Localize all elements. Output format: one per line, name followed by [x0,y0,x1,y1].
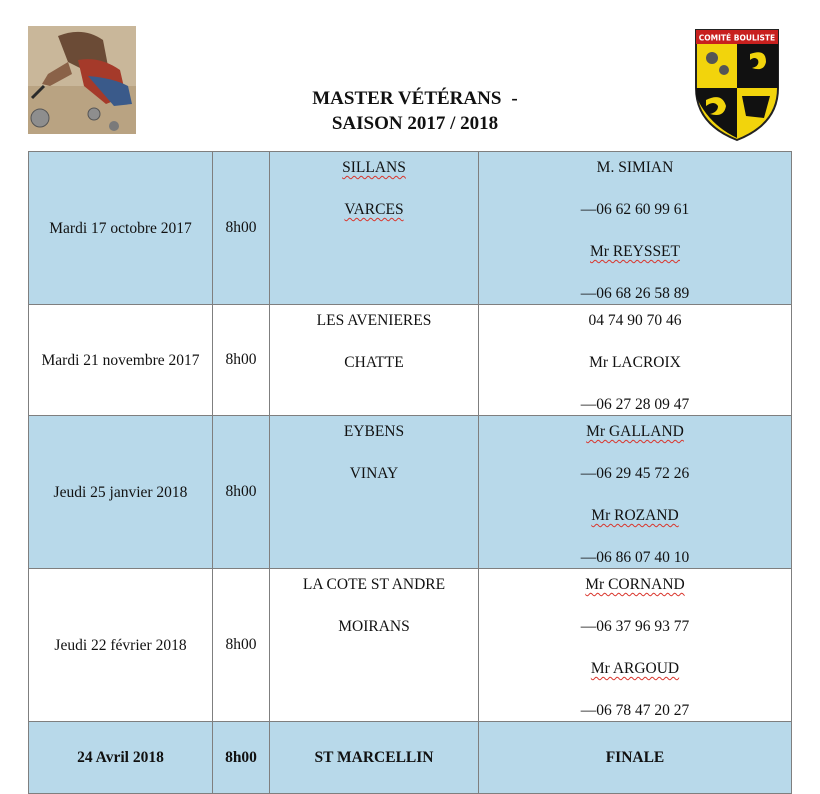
row-contacts [479,416,792,569]
contact-2-phone: —06 27 28 09 47 [580,396,690,413]
contact-1-phone: —06 62 60 99 61 [580,201,690,218]
row-contacts [479,152,792,305]
final-label: FINALE [479,722,792,794]
final-time: 8h00 [213,722,270,794]
contact-1-name: Mr GALLAND [586,423,684,440]
row-venues [270,152,479,305]
venue-2: VINAY [349,465,399,482]
title-line-2: SAISON 2017 / 2018 [331,113,499,134]
row-venues [270,569,479,722]
contact-2-name: Mr REYSSET [590,243,680,260]
title-line-1: MASTER VÉTÉRANS - [312,88,518,109]
row-date: Jeudi 22 février 2018 [29,569,213,722]
final-row [29,722,792,794]
row-venues [270,416,479,569]
contact-1-phone: —06 29 45 72 26 [580,465,690,482]
final-venue: ST MARCELLIN [270,722,479,794]
boules-player-photo [28,26,136,134]
schedule-table [28,151,792,794]
contact-2-phone: —06 86 07 40 10 [580,549,690,566]
row-venues [270,305,479,416]
table-row [29,152,792,305]
contact-2-name: Mr ARGOUD [590,660,680,677]
comite-bouliste-logo [692,26,782,142]
venue-2: VARCES [344,201,404,218]
contact-1-name: Mr CORNAND [585,576,685,593]
contact-2-name: Mr ROZAND [591,507,679,524]
row-time: 8h00 [213,416,270,569]
contact-2-name: Mr LACROIX [589,354,681,371]
contact-2-phone: —06 68 26 58 89 [580,285,690,302]
final-date: 24 Avril 2018 [29,722,213,794]
row-time: 8h00 [213,569,270,722]
row-time: 8h00 [213,152,270,305]
contact-1-name: M. SIMIAN [596,159,674,176]
contact-1-phone: —06 37 96 93 77 [580,618,690,635]
row-contacts [479,305,792,416]
venue-1: LES AVENIERES [316,312,432,329]
page-title [270,86,560,136]
row-date: Mardi 21 novembre 2017 [29,305,213,416]
logo-text: COMITÉ BOULISTE [698,33,776,43]
table-row [29,416,792,569]
venue-1: LA COTE ST ANDRE [302,576,446,593]
row-date: Mardi 17 octobre 2017 [29,152,213,305]
row-contacts [479,569,792,722]
contact-2-phone: —06 78 47 20 27 [580,702,690,719]
row-date: Jeudi 25 janvier 2018 [29,416,213,569]
venue-2: CHATTE [344,354,404,371]
venue-1: SILLANS [342,159,406,176]
table-row [29,569,792,722]
venue-1: EYBENS [343,423,405,440]
row-time: 8h00 [213,305,270,416]
venue-2: MOIRANS [338,618,410,635]
table-row [29,305,792,416]
contact-1-name: 04 74 90 70 46 [588,312,682,329]
